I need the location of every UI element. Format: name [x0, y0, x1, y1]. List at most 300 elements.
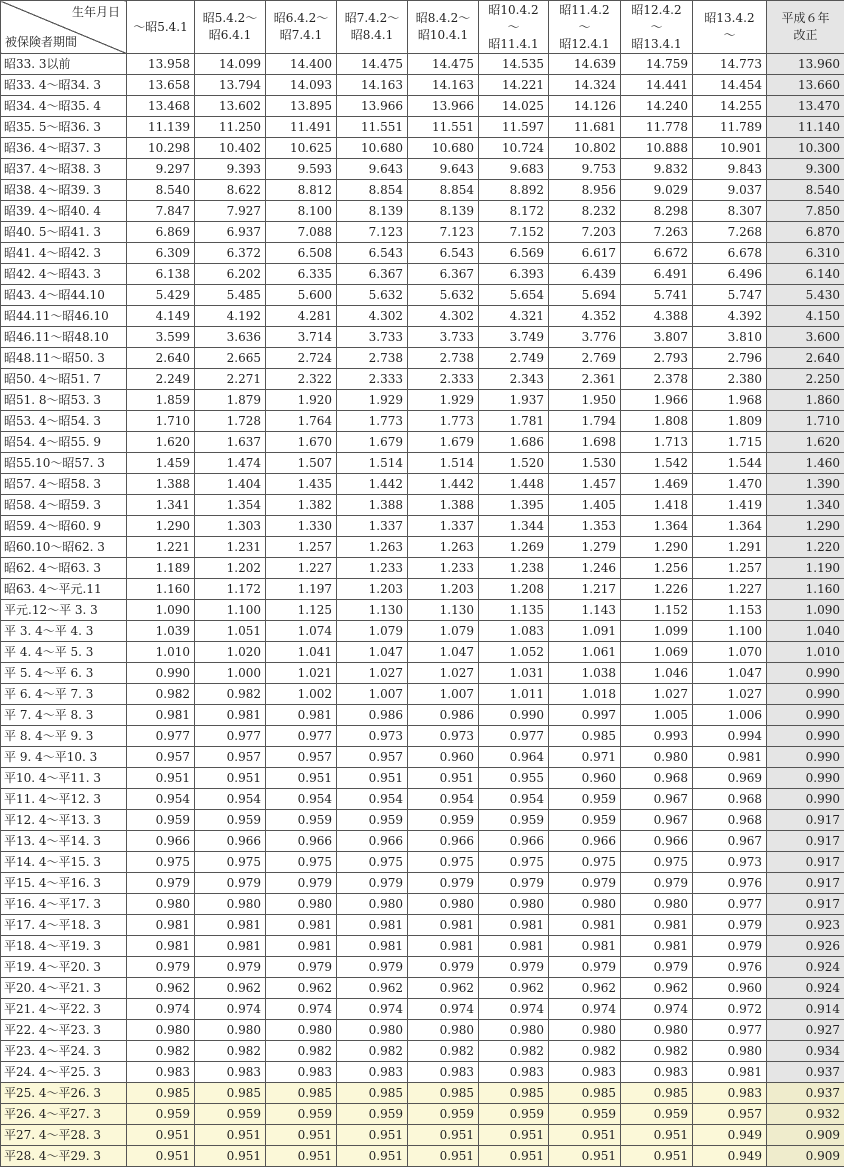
rate-cell: 2.796: [693, 348, 767, 369]
table-row: [1, 180, 844, 201]
table-row: [1, 873, 844, 894]
rate-cell: 10.802: [549, 138, 621, 159]
rate-cell: 0.982: [549, 1041, 621, 1062]
rate-cell: 6.491: [621, 264, 693, 285]
rate-cell: 3.807: [621, 327, 693, 348]
rate-cell: 1.344: [479, 516, 549, 537]
period-label-cell: 昭42. 4〜昭43. 3: [1, 264, 127, 285]
rate-cell: 0.981: [337, 915, 408, 936]
period-label-cell: 平22. 4〜平23. 3: [1, 1020, 127, 1041]
rate-cell: 0.981: [408, 915, 479, 936]
period-label-cell: 平28. 4〜平29. 3: [1, 1146, 127, 1167]
rate-cell: 1.005: [621, 705, 693, 726]
rate-cell: 0.959: [479, 810, 549, 831]
rate-cell: 1.091: [549, 621, 621, 642]
rate-cell: 0.980: [408, 1020, 479, 1041]
column-header-line: 昭6.4.1: [208, 28, 252, 42]
table-row: [1, 957, 844, 978]
period-label-cell: 昭53. 4〜昭54. 3: [1, 411, 127, 432]
rate-cell: 0.962: [337, 978, 408, 999]
rate-cell: 0.979: [266, 873, 337, 894]
rate-cell: 0.959: [479, 1104, 549, 1125]
period-label-cell: 平15. 4〜平16. 3: [1, 873, 127, 894]
table-row: [1, 684, 844, 705]
rate-cell: 0.981: [195, 705, 266, 726]
rate-cell: 0.954: [337, 789, 408, 810]
revision-rate-cell: 6.140: [767, 264, 844, 285]
rate-cell: 0.981: [479, 936, 549, 957]
rate-cell: 1.079: [408, 621, 479, 642]
rate-cell: 6.367: [408, 264, 479, 285]
rate-cell: 0.981: [693, 747, 767, 768]
rate-cell: 14.475: [408, 54, 479, 75]
rate-cell: 0.979: [408, 873, 479, 894]
table-row: [1, 663, 844, 684]
rate-cell: 1.031: [479, 663, 549, 684]
rate-cell: 4.192: [195, 306, 266, 327]
revision-rate-cell: 0.990: [767, 726, 844, 747]
rate-cell: 1.152: [621, 600, 693, 621]
rate-cell: 4.149: [127, 306, 195, 327]
rate-cell: 1.405: [549, 495, 621, 516]
period-label-cell: 平 9. 4〜平10. 3: [1, 747, 127, 768]
rate-cell: 0.985: [337, 1083, 408, 1104]
rate-cell: 2.793: [621, 348, 693, 369]
rate-cell: 1.020: [195, 642, 266, 663]
rate-cell: 1.038: [549, 663, 621, 684]
rate-cell: 1.713: [621, 432, 693, 453]
rate-cell: 0.962: [621, 978, 693, 999]
rate-cell: 14.163: [337, 75, 408, 96]
rate-cell: 0.983: [693, 1083, 767, 1104]
rate-cell: 3.599: [127, 327, 195, 348]
rate-cell: 0.949: [693, 1125, 767, 1146]
rate-cell: 0.955: [479, 768, 549, 789]
rate-cell: 0.981: [127, 705, 195, 726]
period-label-cell: 昭33. 4〜昭34. 3: [1, 75, 127, 96]
rate-cell: 0.966: [549, 831, 621, 852]
period-label-cell: 昭63. 4〜平元.11: [1, 579, 127, 600]
header-row: [1, 1, 844, 54]
rate-cell: 10.298: [127, 138, 195, 159]
revision-rate-cell: 6.310: [767, 243, 844, 264]
revision-rate-cell: 0.990: [767, 789, 844, 810]
rate-cell: 0.959: [408, 810, 479, 831]
column-header-line: 昭11.4.1: [488, 36, 539, 51]
period-label-cell: 昭38. 4〜昭39. 3: [1, 180, 127, 201]
table-row: [1, 642, 844, 663]
rate-cell: 8.139: [337, 201, 408, 222]
rate-cell: 1.698: [549, 432, 621, 453]
rate-cell: 0.964: [479, 747, 549, 768]
rate-cell: 1.007: [408, 684, 479, 705]
rate-cell: 14.240: [621, 96, 693, 117]
rate-cell: 0.966: [127, 831, 195, 852]
rate-cell: 1.010: [127, 642, 195, 663]
rate-cell: 10.724: [479, 138, 549, 159]
rate-cell: 1.388: [337, 495, 408, 516]
period-label-cell: 平 6. 4〜平 7. 3: [1, 684, 127, 705]
rate-cell: 1.337: [337, 516, 408, 537]
rate-cell: 0.951: [621, 1146, 693, 1167]
period-label-cell: 昭34. 4〜昭35. 4: [1, 96, 127, 117]
period-label-cell: 平 4. 4〜平 5. 3: [1, 642, 127, 663]
rate-cell: 0.974: [266, 999, 337, 1020]
revision-rate-cell: 0.937: [767, 1083, 844, 1104]
revision-rate-cell: 0.917: [767, 894, 844, 915]
revision-rate-cell: 0.917: [767, 852, 844, 873]
rate-cell: 0.954: [266, 789, 337, 810]
rate-cell: 0.977: [127, 726, 195, 747]
rate-cell: 0.954: [479, 789, 549, 810]
rate-cell: 2.333: [337, 369, 408, 390]
rate-cell: 1.257: [266, 537, 337, 558]
rate-cell: 6.569: [479, 243, 549, 264]
rate-cell: 1.544: [693, 453, 767, 474]
column-header-line: 昭6.4.2〜: [273, 11, 329, 25]
rate-cell: 14.454: [693, 75, 767, 96]
rate-cell: 0.985: [479, 1083, 549, 1104]
rate-cell: 9.037: [693, 180, 767, 201]
rate-cell: 3.733: [408, 327, 479, 348]
rate-cell: 5.632: [408, 285, 479, 306]
birthdate-column-header: [337, 1, 408, 54]
rate-cell: 1.263: [408, 537, 479, 558]
rate-cell: 0.971: [549, 747, 621, 768]
rate-cell: 1.542: [621, 453, 693, 474]
rate-cell: 0.982: [195, 1041, 266, 1062]
rate-cell: 1.514: [408, 453, 479, 474]
rate-cell: 0.959: [195, 1104, 266, 1125]
rate-cell: 0.954: [127, 789, 195, 810]
rate-cell: 0.973: [408, 726, 479, 747]
rate-cell: 1.074: [266, 621, 337, 642]
rate-cell: 0.985: [266, 1083, 337, 1104]
rate-cell: 0.981: [621, 915, 693, 936]
rate-cell: 0.983: [549, 1062, 621, 1083]
rate-cell: 1.100: [195, 600, 266, 621]
rate-cell: 0.980: [693, 1041, 767, 1062]
rate-cell: 1.879: [195, 390, 266, 411]
rate-cell: 1.920: [266, 390, 337, 411]
rate-cell: 1.469: [621, 474, 693, 495]
birthdate-column-header: [127, 1, 195, 54]
revision-rate-cell: 0.923: [767, 915, 844, 936]
rate-cell: 0.957: [127, 747, 195, 768]
rate-cell: 1.135: [479, 600, 549, 621]
rate-cell: 0.990: [479, 705, 549, 726]
column-header-line: 〜: [507, 19, 520, 34]
revision-rate-cell: 0.990: [767, 684, 844, 705]
rate-cell: 1.781: [479, 411, 549, 432]
rate-cell: 0.959: [337, 1104, 408, 1125]
rate-cell: 11.597: [479, 117, 549, 138]
rate-cell: 0.980: [549, 894, 621, 915]
rate-cell: 6.496: [693, 264, 767, 285]
rate-cell: 0.974: [479, 999, 549, 1020]
rate-cell: 6.617: [549, 243, 621, 264]
rate-cell: 0.981: [127, 915, 195, 936]
rate-cell: 0.959: [621, 1104, 693, 1125]
rate-cell: 5.654: [479, 285, 549, 306]
birthdate-column-header: [621, 1, 693, 54]
rate-cell: 0.966: [337, 831, 408, 852]
rate-cell: 0.959: [266, 810, 337, 831]
rate-cell: 2.249: [127, 369, 195, 390]
rate-cell: 0.967: [621, 810, 693, 831]
rate-cell: 1.670: [266, 432, 337, 453]
rate-cell: 0.980: [479, 894, 549, 915]
rate-cell: 1.290: [127, 516, 195, 537]
rate-cell: 7.263: [621, 222, 693, 243]
revision-rate-cell: 0.924: [767, 978, 844, 999]
rate-cell: 0.983: [195, 1062, 266, 1083]
rate-cell: 1.099: [621, 621, 693, 642]
rate-cell: 0.981: [266, 705, 337, 726]
rate-cell: 1.046: [621, 663, 693, 684]
rate-cell: 1.530: [549, 453, 621, 474]
rate-cell: 5.600: [266, 285, 337, 306]
rate-cell: 0.967: [621, 789, 693, 810]
rate-cell: 1.052: [479, 642, 549, 663]
rate-cell: 1.686: [479, 432, 549, 453]
revision-rate-cell: 0.927: [767, 1020, 844, 1041]
period-label-cell: 昭58. 4〜昭59. 3: [1, 495, 127, 516]
rate-cell: 1.027: [621, 684, 693, 705]
rate-cell: 0.979: [408, 957, 479, 978]
rate-cell: 1.950: [549, 390, 621, 411]
rate-cell: 7.847: [127, 201, 195, 222]
period-label-cell: 平17. 4〜平18. 3: [1, 915, 127, 936]
table-row: [1, 789, 844, 810]
rate-cell: 0.981: [337, 936, 408, 957]
table-row: [1, 138, 844, 159]
table-header: [1, 1, 844, 54]
rate-cell: 13.794: [195, 75, 266, 96]
rate-cell: 1.470: [693, 474, 767, 495]
revision-rate-cell: 0.937: [767, 1062, 844, 1083]
rate-cell: 6.372: [195, 243, 266, 264]
rate-cell: 1.937: [479, 390, 549, 411]
table-row: [1, 54, 844, 75]
rate-cell: 1.330: [266, 516, 337, 537]
rate-cell: 1.764: [266, 411, 337, 432]
birthdate-axis-label: 生年月日: [71, 5, 120, 19]
table-row: [1, 348, 844, 369]
rate-cell: 10.402: [195, 138, 266, 159]
revision-rate-cell: 1.460: [767, 453, 844, 474]
rate-cell: 10.888: [621, 138, 693, 159]
rate-cell: 8.172: [479, 201, 549, 222]
rate-cell: 0.997: [549, 705, 621, 726]
rate-cell: 9.593: [266, 159, 337, 180]
table-row: [1, 201, 844, 222]
rate-cell: 0.985: [549, 726, 621, 747]
rate-cell: 9.683: [479, 159, 549, 180]
rate-cell: 0.957: [195, 747, 266, 768]
rate-cell: 0.960: [693, 978, 767, 999]
rate-cell: 0.982: [127, 684, 195, 705]
rate-cell: 0.983: [337, 1062, 408, 1083]
rate-cell: 1.679: [408, 432, 479, 453]
rate-cell: 0.994: [693, 726, 767, 747]
period-label-cell: 昭40. 5〜昭41. 3: [1, 222, 127, 243]
rate-cell: 5.632: [337, 285, 408, 306]
table-row: [1, 96, 844, 117]
rate-cell: 0.973: [337, 726, 408, 747]
revision-rate-cell: 0.990: [767, 705, 844, 726]
period-label-cell: 平13. 4〜平14. 3: [1, 831, 127, 852]
period-label-cell: 平12. 4〜平13. 3: [1, 810, 127, 831]
column-header-line: 昭12.4.1: [559, 36, 610, 51]
rate-cell: 0.979: [549, 957, 621, 978]
rate-cell: 0.980: [195, 894, 266, 915]
rate-cell: 1.353: [549, 516, 621, 537]
rate-cell: 0.959: [127, 810, 195, 831]
revision-rate-cell: 0.917: [767, 810, 844, 831]
rate-cell: 2.640: [127, 348, 195, 369]
column-header-line: 昭5.4.2〜: [202, 11, 258, 25]
period-label-cell: 平16. 4〜平17. 3: [1, 894, 127, 915]
birthdate-column-header: [408, 1, 479, 54]
rate-cell: 1.238: [479, 558, 549, 579]
rate-cell: 1.233: [337, 558, 408, 579]
rate-cell: 0.951: [549, 1125, 621, 1146]
rate-cell: 0.985: [549, 1083, 621, 1104]
rate-cell: 1.419: [693, 495, 767, 516]
rate-cell: 0.990: [127, 663, 195, 684]
rate-cell: 7.123: [408, 222, 479, 243]
rate-cell: 14.025: [479, 96, 549, 117]
rate-cell: 0.976: [693, 873, 767, 894]
rate-cell: 0.966: [408, 831, 479, 852]
rate-cell: 0.979: [337, 873, 408, 894]
rate-cell: 0.959: [266, 1104, 337, 1125]
period-label-cell: 平 8. 4〜平 9. 3: [1, 726, 127, 747]
rate-cell: 0.979: [127, 873, 195, 894]
rate-cell: 0.954: [195, 789, 266, 810]
rate-cell: 0.962: [266, 978, 337, 999]
rate-cell: 0.982: [408, 1041, 479, 1062]
rate-cell: 0.951: [266, 1125, 337, 1146]
rate-cell: 0.951: [266, 768, 337, 789]
rate-cell: 1.047: [337, 642, 408, 663]
rate-cell: 8.854: [337, 180, 408, 201]
revision-rate-cell: 4.150: [767, 306, 844, 327]
rate-cell: 13.958: [127, 54, 195, 75]
rate-cell: 0.951: [408, 1146, 479, 1167]
revision-rate-cell: 13.660: [767, 75, 844, 96]
table-row: [1, 600, 844, 621]
revision-rate-cell: 1.220: [767, 537, 844, 558]
column-header-line: 昭12.4.2: [631, 2, 682, 17]
rate-cell: 1.217: [549, 579, 621, 600]
rate-cell: 0.951: [408, 768, 479, 789]
revision-rate-cell: 1.160: [767, 579, 844, 600]
rate-cell: 0.959: [337, 810, 408, 831]
rate-cell: 1.018: [549, 684, 621, 705]
period-label-cell: 昭44.11〜昭46.10: [1, 306, 127, 327]
rate-cell: 4.392: [693, 306, 767, 327]
rate-cell: 8.956: [549, 180, 621, 201]
revision-rate-cell: 0.909: [767, 1146, 844, 1167]
rate-cell: 1.246: [549, 558, 621, 579]
column-header-line: 〜: [723, 28, 736, 42]
rate-cell: 0.979: [693, 915, 767, 936]
rate-cell: 4.388: [621, 306, 693, 327]
period-label-cell: 平元.12〜平 3. 3: [1, 600, 127, 621]
table-row: [1, 621, 844, 642]
rate-cell: 3.749: [479, 327, 549, 348]
rate-cell: 1.435: [266, 474, 337, 495]
rate-cell: 3.733: [337, 327, 408, 348]
revision-rate-cell: 0.934: [767, 1041, 844, 1062]
rate-cell: 10.901: [693, 138, 767, 159]
rate-cell: 11.491: [266, 117, 337, 138]
rate-cell: 0.951: [266, 1146, 337, 1167]
rate-cell: 0.980: [408, 894, 479, 915]
revision-rate-cell: 0.926: [767, 936, 844, 957]
rate-cell: 1.388: [408, 495, 479, 516]
rate-cell: 0.974: [195, 999, 266, 1020]
rate-cell: 0.972: [693, 999, 767, 1020]
rate-cell: 0.980: [266, 1020, 337, 1041]
table-row: [1, 978, 844, 999]
rate-cell: 0.980: [195, 1020, 266, 1041]
rate-cell: 6.678: [693, 243, 767, 264]
rate-cell: 1.256: [621, 558, 693, 579]
period-label-cell: 昭51. 8〜昭53. 3: [1, 390, 127, 411]
revision-rate-cell: 1.340: [767, 495, 844, 516]
table-row: [1, 117, 844, 138]
rate-cell: 11.551: [337, 117, 408, 138]
rate-cell: 13.602: [195, 96, 266, 117]
rate-cell: 0.979: [195, 873, 266, 894]
rate-cell: 0.951: [408, 1125, 479, 1146]
rate-cell: 2.769: [549, 348, 621, 369]
revision-rate-cell: 0.932: [767, 1104, 844, 1125]
rate-cell: 1.457: [549, 474, 621, 495]
column-header-line: 昭7.4.1: [279, 28, 323, 42]
rate-cell: 2.271: [195, 369, 266, 390]
rate-cell: 14.759: [621, 54, 693, 75]
column-header-line: 〜: [578, 19, 591, 34]
rate-cell: 0.979: [479, 873, 549, 894]
rate-cell: 1.125: [266, 600, 337, 621]
rate-cell: 14.255: [693, 96, 767, 117]
revision-column-header: [767, 1, 844, 54]
rate-cell: 1.341: [127, 495, 195, 516]
rate-cell: 7.123: [337, 222, 408, 243]
table-row: [1, 432, 844, 453]
rate-cell: 1.773: [408, 411, 479, 432]
rate-cell: 1.197: [266, 579, 337, 600]
period-label-cell: 平26. 4〜平27. 3: [1, 1104, 127, 1125]
birthdate-column-header: [266, 1, 337, 54]
rate-cell: 0.966: [479, 831, 549, 852]
table-row: [1, 495, 844, 516]
rate-cell: 0.951: [195, 768, 266, 789]
rate-cell: 2.378: [621, 369, 693, 390]
revision-rate-cell: 5.430: [767, 285, 844, 306]
rate-cell: 1.269: [479, 537, 549, 558]
rate-cell: 0.960: [408, 747, 479, 768]
rate-cell: 0.983: [127, 1062, 195, 1083]
rate-cell: 2.361: [549, 369, 621, 390]
table-row: [1, 810, 844, 831]
rate-cell: 6.937: [195, 222, 266, 243]
rate-cell: 10.680: [408, 138, 479, 159]
